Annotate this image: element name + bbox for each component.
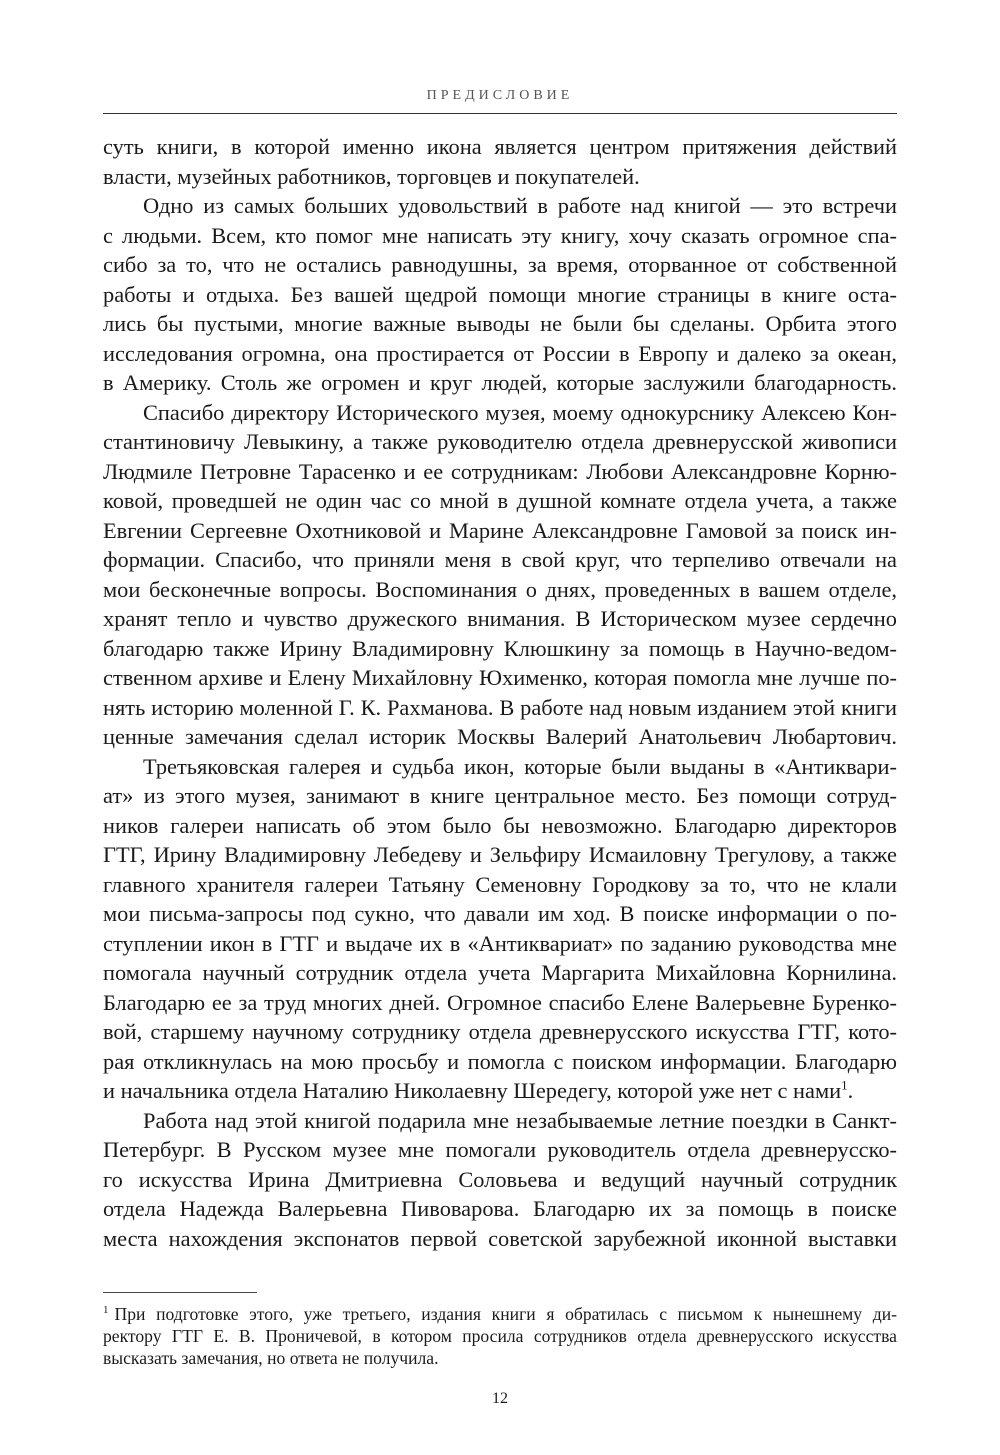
footnote-rule [103,1292,257,1293]
text-line: Работа над этой книгой подарила мне незабываемые летние поездки в Санкт- [143,1107,897,1133]
running-head: ПРЕДИСЛОВИЕ [426,88,574,103]
text-line: Спасибо директору Исторического музея, моему однокурснику Алексею Кон- [143,399,897,425]
footnote-reference[interactable]: 1 [841,1077,848,1093]
footnote-line-content: При подготовке этого, уже третьего, издания книги я обратилась с письмом к нынешнему ди- [114,1304,897,1324]
text-line: благодарю также Ирину Владимировну Клюшкину за помощь в Научно-ведом- [103,635,897,661]
text-line: помогала научный сотрудник отдела учета Маргарита Михайловна Корнилина. [103,960,897,985]
text-line: Третьяковская галерея и судьба икон, которые были выданы в «Антиквари- [143,753,897,779]
footnote-line [103,1303,897,1325]
text-line: Людмиле Петровне Тарасенко и ее сотрудникам: Любови Александровне Корню- [103,458,897,484]
text-line: суть книги, в которой именно икона является центром притяжения действий [103,134,897,159]
text-line: исследования огромна, она простирается от России в Европу и далеко за океан, [103,340,897,366]
text-line: ственном архиве и Елену Михайловну Юхименко, которая помогла мне лучше по- [103,665,897,690]
footnote-line: высказать замечания, но ответа не получила. [103,1348,439,1368]
text-line: Благодарю ее за труд многих дней. Огромное спасибо Елене Валерьевне Буренко- [103,989,897,1015]
text-line: в Америку. Столь же огромен и круг людей, которые заслужили благодарность. [103,370,897,395]
text-line: Евгении Сергеевне Охотниковой и Марине Александровне Гамовой за поиск ин- [103,517,897,543]
text-line: главного хранителя галереи Татьяну Семеновну Городкову за то, что не клали [103,871,897,897]
text-line: ников галереи написать об этом было бы невозможно. Благодарю директоров [103,812,897,838]
text-line: нять историю моленной Г. К. Рахманова. В работе над новым изданием этой книги [103,694,897,720]
text-line: вой, старшему научному сотруднику отдела древнерусского искусства ГТГ, кото- [103,1019,897,1044]
text-line: стантиновичу Левыкину, а также руководителю отдела древнерусской живописи [103,429,897,454]
text-line: власти, музейных работников, торговцев и покупателей. [103,163,640,189]
main-text [103,132,897,1253]
footnote [103,1303,897,1369]
text-line: ат» из этого музея, занимают в книге центральное место. Без помощи сотруд- [103,783,897,808]
footnote-line: ректору ГТГ Е. В. Проничевой, в котором просила сотрудников отдела древнерусского искусства [103,1326,897,1346]
text-line: ценные замечания сделал историк Москвы Валерий Анатольевич Любартович. [103,724,897,749]
text-line: ГТГ, Ирину Владимировну Лебедеву и Зельфиру Исмаиловну Трегулову, а также [103,842,897,867]
text-line: отдела Надежда Валерьевна Пивоварова. Благодарю их за помощь в поиске [103,1196,897,1221]
text-line: работы и отдыха. Без вашей щедрой помощи многие страницы в книге оста- [103,281,897,307]
text-line: рая откликнулась на мою просьбу и помогла с поиском информации. Благодарю [103,1048,897,1074]
header-rule [103,113,897,114]
text-line-with-footnote: и начальника отдела Наталию Николаевну Шередегу, которой уже нет с нами$^1$. [103,1077,854,1103]
text-line: го искусства Ирина Дмитриевна Соловьева и ведущий научный сотрудник [103,1166,897,1192]
text-line: ступлении икон в ГТГ и выдаче их в «Антиквариат» по заданию руководства мне [103,930,897,956]
text-line: Петербург. В Русском музее мне помогали руководитель отдела древнерусско- [103,1137,897,1162]
text-line: лись бы пустыми, многие важные выводы не были бы сделаны. Орбита этого [103,311,897,336]
text-line: мои бесконечные вопросы. Воспоминания о днях, проведенных в вашем отделе, [103,576,897,602]
text-line-content: и начальника отдела Наталию Николаевну Шередегу, которой уже нет с нами [103,1078,842,1103]
text-line: с людьми. Всем, кто помог мне написать эту книгу, хочу сказать огромное спа- [103,222,897,248]
footnote-marker: 1 [103,1304,109,1317]
text-line: Одно из самых больших удовольствий в работе над книгой — это встречи [143,193,897,218]
text-line: мои письма-запросы под сукно, что давали им ход. В поиске информации о по- [103,901,897,926]
text-line: сибо за то, что не остались равнодушны, за время, оторванное от собственной [103,252,897,277]
text-line: хранят тепло и чувство дружеского внимания. В Историческом музее сердечно [103,606,897,631]
text-line: ковой, проведшей не один час со мной в душной комнате отдела учета, а также [103,488,897,513]
text-line: формации. Спасибо, что приняли меня в свой круг, что терпеливо отвечали на [103,547,897,572]
text-line: места нахождения экспонатов первой советской зарубежной иконной выставки [103,1225,897,1251]
page-number: 12 [492,1390,508,1407]
